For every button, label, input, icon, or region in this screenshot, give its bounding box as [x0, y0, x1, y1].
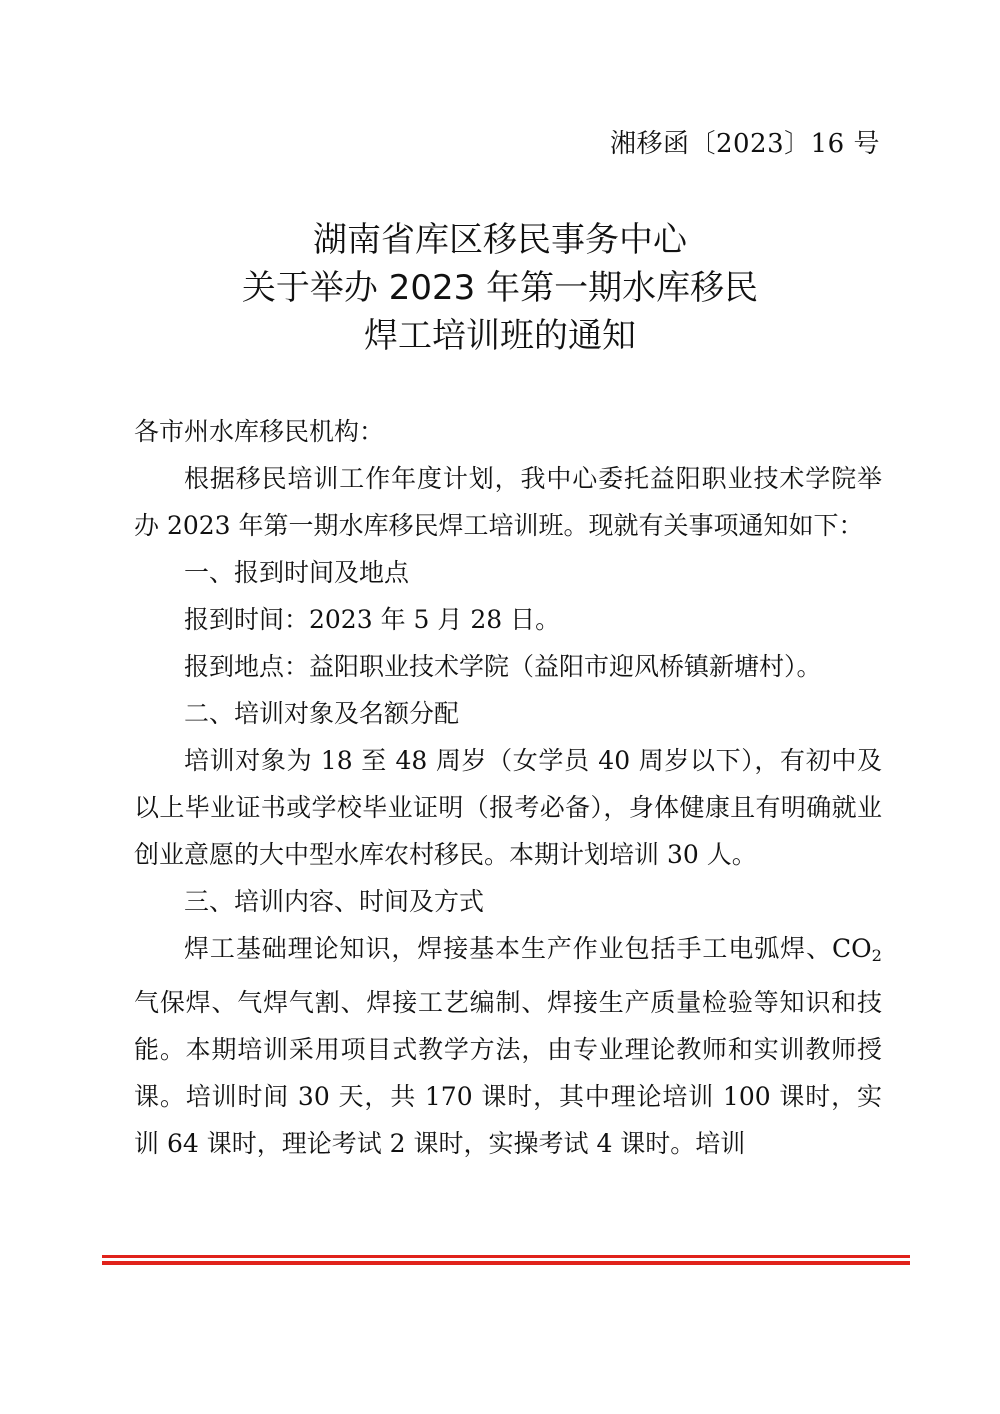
section-2-paragraph: 培训对象为 18 至 48 周岁（女学员 40 周岁以下），有初中及以上毕业证书或学校毕业证明（报考必备），身体健康且有明确就业创业意愿的大中型水库农村移民。本期计划培训 30 人。	[134, 746, 882, 869]
footer-red-rule-thin	[102, 1255, 910, 1258]
footer-red-rule-thick	[102, 1261, 910, 1265]
document-number: 湘移函〔2023〕16 号	[609, 129, 880, 159]
co2-subscript: 2	[871, 946, 882, 966]
section-3-paragraph	[134, 925, 882, 1167]
co2-prefix: CO	[832, 934, 872, 963]
title-line-3: 焊工培训班的通知	[364, 316, 636, 356]
section-2-heading: 二、培训对象及名额分配	[184, 699, 460, 728]
section-1-heading: 一、报到时间及地点	[184, 558, 410, 587]
salutation: 各市州水库移民机构：	[134, 417, 385, 446]
co2-formula	[832, 934, 882, 966]
intro-paragraph: 根据移民培训工作年度计划，我中心委托益阳职业技术学院举办 2023 年第一期水库移民焊工培训班。现就有关事项通知如下：	[134, 464, 882, 540]
title-line-1: 湖南省库区移民事务中心	[313, 220, 687, 260]
section-3-rest: 气保焊、气焊气割、焊接工艺编制、焊接生产质量检验等知识和技能。本期培训采用项目式教学方法，由专业理论教师和实训教师授课。培训时间 30 天，共 170 课时，其中理论培训 100 课时，实训 64 课时，理论考试 2 课时，实操考试 4 课时。培训	[134, 988, 882, 1159]
document-title	[0, 216, 1000, 360]
section-3-lead: 焊工基础理论知识，焊接基本生产作业包括手工电弧焊、	[184, 934, 833, 963]
title-line-2: 关于举办 2023 年第一期水库移民	[241, 268, 759, 308]
document-body	[134, 408, 882, 1167]
report-place: 报到地点：益阳职业技术学院（益阳市迎风桥镇新塘村）。	[184, 652, 822, 681]
report-time: 报到时间：2023 年 5 月 28 日。	[184, 605, 561, 634]
section-3-heading: 三、培训内容、时间及方式	[184, 887, 485, 916]
